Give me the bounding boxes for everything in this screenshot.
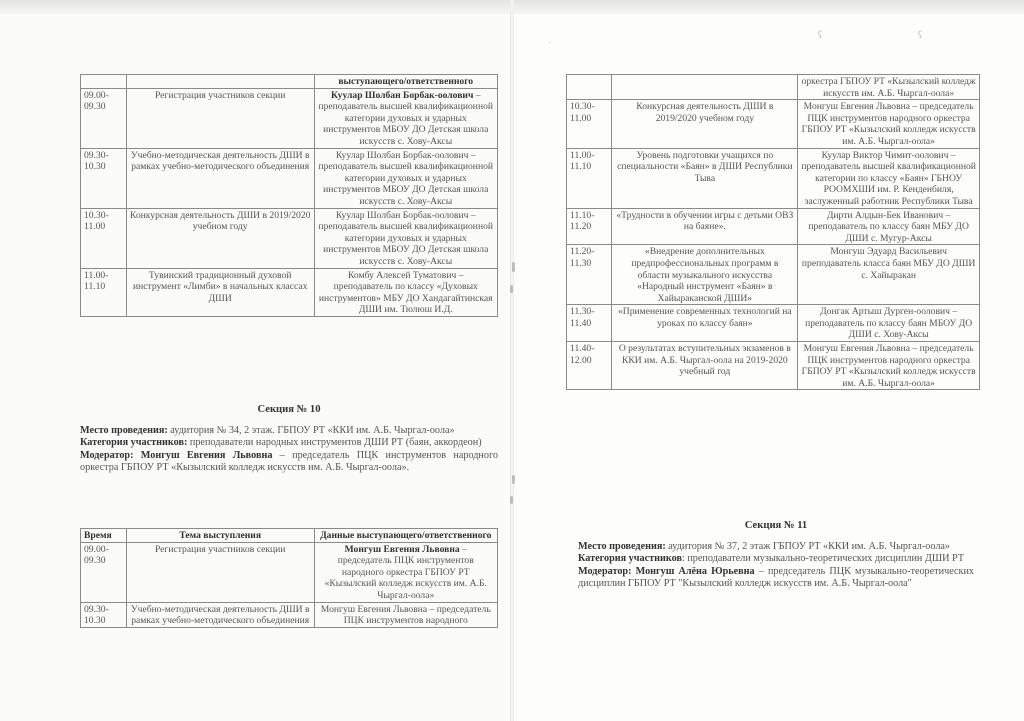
speaker-cell xyxy=(798,208,980,245)
scan-speck: ʕ xyxy=(818,30,823,41)
table-header-row xyxy=(81,529,498,543)
speaker-name: Монгуш Евгения Львовна xyxy=(803,101,911,113)
category-line xyxy=(80,437,498,450)
table-row xyxy=(567,305,980,342)
speaker-cell xyxy=(314,208,498,268)
section-10-info xyxy=(80,404,498,475)
topic-cell: Регистрация участников секции xyxy=(126,88,314,148)
speaker-cell xyxy=(798,305,980,342)
moderator-line xyxy=(80,450,498,475)
time-cell: 11.20- 11.30 xyxy=(567,245,612,305)
topic-cell: Учебно-методическая деятельность ДШИ в рамках учебно-методического объединения xyxy=(126,148,314,208)
speaker-desc: – преподаватель по классу баян МБОУ ДО ДШИ с. Хову-Аксы xyxy=(805,306,973,341)
time-cell: 11.00- 11.10 xyxy=(81,268,127,316)
moderator-value: – председатель ПЦК музыкально-теоретических дисциплин ГБПОУ РТ "Кызылский колледж искусств им. А.Б. Чыргал-оола" xyxy=(578,565,974,590)
topic-cell: «Применение современных технологий на уроках по классу баян» xyxy=(612,305,798,342)
speaker-name: Монгуш Евгения Львовна xyxy=(803,343,911,355)
category-value: преподаватели народных инструментов ДШИ РТ (баян, аккордеон) xyxy=(187,437,482,449)
scan-mark xyxy=(512,262,515,272)
moderator-value: – председатель ПЦК инструментов народного оркестра ГБПОУ РТ «Кызылский колледж искусств им. А.Б. Чыргал-оола». xyxy=(80,449,498,474)
speaker-name: Куулар Виктор Чимит-оолович xyxy=(821,149,949,161)
header-cell: выступающего/ответственного xyxy=(314,75,498,89)
time-cell: 11.10- 11.20 xyxy=(567,208,612,245)
topic-cell: Тувинский традиционный духовой инструмент «Лимби» в начальных классах ДШИ xyxy=(126,268,314,316)
venue-line xyxy=(578,541,974,554)
table-row xyxy=(567,208,980,245)
venue-line xyxy=(80,425,498,438)
time-cell: 11.30- 11.40 xyxy=(567,305,612,342)
topic-cell: Уровень подготовки учащихся по специальности «Баян» в ДШИ Республики Тыва xyxy=(612,148,798,208)
section-11-info xyxy=(578,520,974,591)
speaker-name: Монгуш Евгения Львовна xyxy=(344,543,460,555)
time-cell: 09.30- 10.30 xyxy=(81,148,127,208)
speaker-name: Куулар Шолбан Борбак-оолович xyxy=(335,209,469,221)
scan-mark xyxy=(512,475,515,484)
speaker-name: Монгуш Эдуард Васильевич xyxy=(830,246,947,258)
speaker-desc: – преподаватель высшей квалификационной категории духовых и ударных инструментов МБОУ ДО Детская школа искусств с. Хову-Аксы xyxy=(318,89,494,147)
time-cell: 09.00- 09.30 xyxy=(81,542,127,602)
speaker-name: Куулар Шолбан Борбак-оолович xyxy=(330,89,474,101)
venue-label: Место проведения: xyxy=(80,424,168,436)
header-speaker: Данные выступающего/ответственного xyxy=(314,529,498,543)
speaker-cell xyxy=(798,245,980,305)
table-row xyxy=(81,602,498,627)
speaker-cell xyxy=(798,100,980,148)
speaker-desc: – преподаватель высшей квалификационной категории по классу «Баян» ГБНОУ РООМХШИ им. Р. Кенденбиля, заслуженный работник Республики Тыва xyxy=(801,149,976,207)
table-row xyxy=(81,88,498,148)
topic-cell: Конкурсная деятельность ДШИ в 2019/2020 учебном году xyxy=(612,100,798,148)
speaker-name: Донгак Артыш Дурген-оолович xyxy=(820,306,950,318)
venue-label: Место проведения: xyxy=(578,540,666,552)
table-row xyxy=(567,245,980,305)
moderator-label: Модератор: Монгуш Евгения Львовна xyxy=(80,449,273,461)
topic-cell: «Трудности в обучении игры с детьми ОВЗ на баяне». xyxy=(612,208,798,245)
moderator-label: Модератор: Монгуш Алёна Юрьевна xyxy=(578,565,755,577)
page-fold xyxy=(510,0,514,721)
table-row xyxy=(81,542,498,602)
section-title: Секция № 11 xyxy=(744,520,808,531)
section-title: Секция № 10 xyxy=(257,404,321,415)
schedule-table-section10 xyxy=(80,528,498,628)
speaker-cell xyxy=(314,148,498,208)
moderator-line xyxy=(578,566,974,591)
table-row xyxy=(81,148,498,208)
topic-cell: Регистрация участников секции xyxy=(126,542,314,602)
speaker-name: Комбу Алексей Туматович xyxy=(347,269,457,281)
venue-value: аудитория № 34, 2 этаж. ГБПОУ РТ «ККИ им. А.Б. Чыргал-оола» xyxy=(167,424,455,436)
category-label: Категория участников: xyxy=(80,437,188,449)
time-cell: 10.30- 11.00 xyxy=(81,208,127,268)
scan-speck: · xyxy=(548,38,552,49)
category-label: Категория участников xyxy=(578,553,682,565)
category-value: : преподаватели музыкально-теоретических дисциплин ДШИ РТ xyxy=(681,553,965,565)
time-cell: 09.00- 09.30 xyxy=(81,88,127,148)
speaker-cell xyxy=(314,268,498,316)
speaker-cell-continued: оркестра ГБПОУ РТ «Кызылский колледж искусств им. А.Б. Чыргал-оола» xyxy=(798,75,980,100)
time-cell: 11.40- 12.00 xyxy=(567,342,612,390)
speaker-desc: – преподаватель по классу «Духовых инструментов» МБУ ДО Хандагайтинская ДШИ им. Тюлюш И.Д. xyxy=(318,269,493,316)
header-time: Время xyxy=(81,529,127,543)
speaker-desc: – преподаватель высшей квалификационной категории духовых и ударных инструментов МБОУ ДО Детская школа искусств с. Хову-Аксы xyxy=(318,209,494,267)
speaker-cell xyxy=(798,148,980,208)
table-row xyxy=(81,268,498,316)
scan-mark xyxy=(510,496,513,504)
topic-cell: Конкурсная деятельность ДШИ в 2019/2020 учебном году xyxy=(126,208,314,268)
speaker-name: Куулар Шолбан Борбак-оолович xyxy=(335,149,469,161)
table-row-continued xyxy=(567,75,980,100)
table-row xyxy=(567,148,980,208)
category-line xyxy=(578,553,974,566)
speaker-name: Монгуш Евгения Львовна xyxy=(320,603,428,615)
speaker-cell xyxy=(314,542,498,602)
venue-value: аудитория № 37, 2 этаж ГБПОУ РТ «ККИ им. А.Б. Чыргал-оола» xyxy=(665,540,951,552)
header-topic: Тема выступления xyxy=(126,529,314,543)
speaker-name: Дирти Алдын-Бек Иванович xyxy=(826,209,944,221)
table-header-row xyxy=(81,75,498,89)
speaker-desc: – председатель ПЦК инструментов народного xyxy=(343,603,491,627)
table-row xyxy=(567,100,980,148)
topic-cell: «Внедрение дополнительных предпрофессиональных программ в области музыкального искусства «Народный инструмент «Баян» в Хайыраканской ДШИ» xyxy=(612,245,798,305)
time-cell: 11.00- 11.10 xyxy=(567,148,612,208)
speaker-desc: – председатель ПЦК инструментов народного оркестра ГБПОУ РТ «Кызылский колледж искусств им. А.Б. Чыргал-оола» xyxy=(801,101,976,147)
speaker-desc: – преподаватель по классу баян МБУ ДО ДШИ с. Мугур-Аксы xyxy=(808,209,969,244)
topic-cell: Учебно-методическая деятельность ДШИ в рамках учебно-методического объединения xyxy=(126,602,314,627)
speaker-cell xyxy=(798,342,980,390)
time-cell: 10.30- 11.00 xyxy=(567,100,612,148)
scan-speck: ʕ xyxy=(918,30,923,41)
speaker-desc: – председатель ПЦК инструментов народного оркестра ГБПОУ РТ «Кызылский колледж искусств им. А.Б. Чыргал-оола» xyxy=(801,343,976,389)
speaker-desc: преподаватель класса баян МБУ ДО ДШИ с. Хайыракан xyxy=(801,257,976,281)
table-row xyxy=(567,342,980,390)
speaker-cell xyxy=(314,602,498,627)
table-row xyxy=(81,208,498,268)
speaker-desc: – преподаватель высшей квалификационной категории духовых и ударных инструментов МБОУ ДО Детская школа искусств с. Хову-Аксы xyxy=(318,149,494,207)
time-cell: 09.30- 10.30 xyxy=(81,602,127,627)
schedule-table-section9-continued xyxy=(80,74,498,317)
scan-mark xyxy=(510,285,513,293)
speaker-cell xyxy=(314,88,498,148)
speaker-desc: – председатель ПЦК инструментов народного оркестра ГБПОУ РТ «Кызылский колледж искусств им. А.Б. Чыргал-оола» xyxy=(324,543,487,601)
topic-cell: О результатах вступительных экзаменов в ККИ им. А.Б. Чыргал-оола на 2019-2020 учебный год xyxy=(612,342,798,390)
schedule-table-section10-continued xyxy=(566,74,980,390)
